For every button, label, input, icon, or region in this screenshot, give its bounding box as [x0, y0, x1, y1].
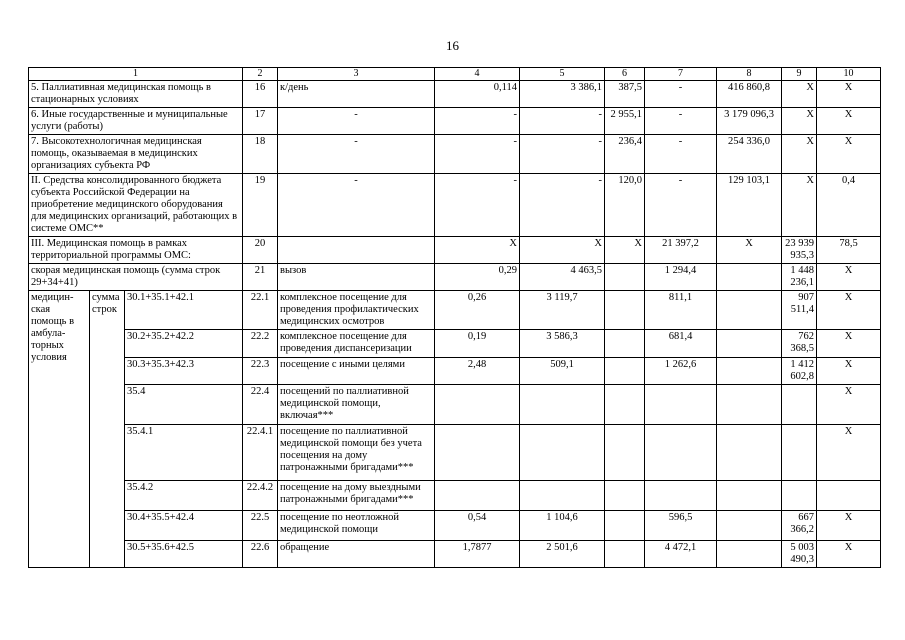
value-cell: X — [817, 541, 881, 568]
value-cell: X — [520, 237, 605, 264]
value-cell: X — [782, 81, 817, 108]
value-cell: X — [817, 291, 881, 330]
value-cell: - — [645, 135, 717, 174]
value-cell: - — [435, 174, 520, 237]
value-cell: 1,7877 — [435, 541, 520, 568]
formula-cell: 30.4+35.5+42.4 — [125, 511, 243, 541]
table-row — [29, 425, 881, 481]
header-cell: 3 — [278, 68, 435, 81]
formula-cell: 35.4 — [125, 385, 243, 425]
row-number-cell: 22.4 — [243, 385, 278, 425]
value-cell — [782, 385, 817, 425]
value-cell: 0,29 — [435, 264, 520, 291]
value-cell: 3 586,3 — [520, 330, 605, 358]
value-cell: - — [645, 81, 717, 108]
value-cell: X — [817, 81, 881, 108]
value-cell: 596,5 — [645, 511, 717, 541]
value-cell: 2 955,1 — [605, 108, 645, 135]
value-cell: 1 448 236,1 — [782, 264, 817, 291]
table-row — [29, 108, 881, 135]
formula-cell: 30.5+35.6+42.5 — [125, 541, 243, 568]
unit-cell: - — [278, 108, 435, 135]
value-cell: 416 860,8 — [717, 81, 782, 108]
header-cell: 1 — [29, 68, 243, 81]
value-cell — [605, 511, 645, 541]
value-cell: 120,0 — [605, 174, 645, 237]
value-cell — [782, 481, 817, 511]
table-row — [29, 330, 881, 358]
value-cell: X — [435, 237, 520, 264]
table-row — [29, 135, 881, 174]
header-row — [29, 68, 881, 81]
table-row — [29, 174, 881, 237]
value-cell — [645, 385, 717, 425]
value-cell: 907 511,4 — [782, 291, 817, 330]
value-cell: 254 336,0 — [717, 135, 782, 174]
value-cell: 4 472,1 — [645, 541, 717, 568]
row-number-cell: 22.2 — [243, 330, 278, 358]
value-cell: 129 103,1 — [717, 174, 782, 237]
value-cell: X — [782, 108, 817, 135]
value-cell: - — [520, 108, 605, 135]
value-cell — [520, 385, 605, 425]
unit-cell: - — [278, 174, 435, 237]
unit-cell: посещение с иными целями — [278, 358, 435, 385]
header-cell: 9 — [782, 68, 817, 81]
unit-cell: посещение по паллиативной медицинской помощи без учета посещения на дому патронажными бригадами*** — [278, 425, 435, 481]
value-cell: 2,48 — [435, 358, 520, 385]
value-cell: 0,26 — [435, 291, 520, 330]
value-cell — [435, 481, 520, 511]
value-cell: 681,4 — [645, 330, 717, 358]
row-name-cell: 7. Высокотехнологичная медицинская помощь, оказываемая в медицинских организациях субъекта РФ — [29, 135, 243, 174]
value-cell — [605, 541, 645, 568]
value-cell — [817, 481, 881, 511]
value-cell: 0,114 — [435, 81, 520, 108]
value-cell — [605, 425, 645, 481]
formula-cell: 30.1+35.1+42.1 — [125, 291, 243, 330]
row-name-cell: скорая медицинская помощь (сумма строк 29+34+41) — [29, 264, 243, 291]
value-cell — [605, 264, 645, 291]
row-number-cell: 19 — [243, 174, 278, 237]
table-row — [29, 81, 881, 108]
value-cell: - — [520, 174, 605, 237]
table-row — [29, 481, 881, 511]
header-cell: 6 — [605, 68, 645, 81]
value-cell: X — [605, 237, 645, 264]
value-cell — [435, 385, 520, 425]
header-cell: 5 — [520, 68, 605, 81]
value-cell — [520, 425, 605, 481]
formula-cell: 35.4.1 — [125, 425, 243, 481]
value-cell — [717, 385, 782, 425]
unit-cell: комплексное посещение для проведения диспансеризации — [278, 330, 435, 358]
value-cell: 23 939 935,3 — [782, 237, 817, 264]
row-number-cell: 22.4.2 — [243, 481, 278, 511]
value-cell: 0,19 — [435, 330, 520, 358]
unit-cell: к/день — [278, 81, 435, 108]
value-cell: 3 386,1 — [520, 81, 605, 108]
value-cell — [717, 358, 782, 385]
header-cell: 2 — [243, 68, 278, 81]
formula-cell: 30.2+35.2+42.2 — [125, 330, 243, 358]
value-cell — [717, 481, 782, 511]
value-cell: 78,5 — [817, 237, 881, 264]
value-cell: 1 104,6 — [520, 511, 605, 541]
value-cell: 2 501,6 — [520, 541, 605, 568]
row-number-cell: 22.4.1 — [243, 425, 278, 481]
row-number-cell: 20 — [243, 237, 278, 264]
value-cell: - — [645, 108, 717, 135]
header-cell: 8 — [717, 68, 782, 81]
row-number-cell: 22.6 — [243, 541, 278, 568]
row-name-cell: II. Средства консолидированного бюджета субъекта Российской Федерации на приобретение медицинского оборудования для медицинских организаций, работающих в системе ОМС** — [29, 174, 243, 237]
value-cell: X — [817, 425, 881, 481]
value-cell: 5 003 490,3 — [782, 541, 817, 568]
value-cell: - — [435, 108, 520, 135]
value-cell: 387,5 — [605, 81, 645, 108]
value-cell — [717, 541, 782, 568]
value-cell: 1 294,4 — [645, 264, 717, 291]
value-cell: X — [782, 135, 817, 174]
value-cell — [717, 291, 782, 330]
unit-cell: вызов — [278, 264, 435, 291]
value-cell: X — [782, 174, 817, 237]
value-cell: 21 397,2 — [645, 237, 717, 264]
row-name-cell: III. Медицинская помощь в рамках территориальной программы ОМС: — [29, 237, 243, 264]
value-cell — [717, 264, 782, 291]
table-row — [29, 541, 881, 568]
value-cell: X — [817, 135, 881, 174]
value-cell: 762 368,5 — [782, 330, 817, 358]
value-cell — [435, 425, 520, 481]
table-row — [29, 264, 881, 291]
table-row — [29, 385, 881, 425]
group-label-cell: медицин-ская помощь в амбула-торных условия — [29, 291, 90, 568]
header-cell: 7 — [645, 68, 717, 81]
table-row — [29, 511, 881, 541]
table-row — [29, 237, 881, 264]
unit-cell: - — [278, 135, 435, 174]
value-cell: X — [817, 511, 881, 541]
value-cell — [605, 481, 645, 511]
unit-cell: посещение по неотложной медицинской помощи — [278, 511, 435, 541]
header-cell: 4 — [435, 68, 520, 81]
value-cell: - — [520, 135, 605, 174]
value-cell: 1 262,6 — [645, 358, 717, 385]
table-row — [29, 358, 881, 385]
row-number-cell: 22.5 — [243, 511, 278, 541]
value-cell — [605, 385, 645, 425]
value-cell: 1 412 602,8 — [782, 358, 817, 385]
value-cell: 509,1 — [520, 358, 605, 385]
value-cell — [520, 481, 605, 511]
unit-cell — [278, 237, 435, 264]
value-cell: 0,54 — [435, 511, 520, 541]
value-cell: X — [717, 237, 782, 264]
value-cell: X — [817, 108, 881, 135]
group-sublabel-cell: сумма строк — [90, 291, 125, 568]
value-cell — [717, 425, 782, 481]
unit-cell: посещений по паллиативной медицинской помощи, включая*** — [278, 385, 435, 425]
row-number-cell: 18 — [243, 135, 278, 174]
value-cell: 236,4 — [605, 135, 645, 174]
formula-cell: 35.4.2 — [125, 481, 243, 511]
unit-cell: комплексное посещение для проведения профилактических медицинских осмотров — [278, 291, 435, 330]
value-cell — [605, 358, 645, 385]
formula-cell: 30.3+35.3+42.3 — [125, 358, 243, 385]
row-number-cell: 21 — [243, 264, 278, 291]
row-number-cell: 16 — [243, 81, 278, 108]
value-cell — [717, 511, 782, 541]
value-cell: 667 366,2 — [782, 511, 817, 541]
value-cell: X — [817, 358, 881, 385]
value-cell: - — [645, 174, 717, 237]
value-cell — [605, 291, 645, 330]
row-number-cell: 22.1 — [243, 291, 278, 330]
value-cell: X — [817, 330, 881, 358]
table-row — [29, 291, 881, 330]
row-number-cell: 17 — [243, 108, 278, 135]
value-cell: 0,4 — [817, 174, 881, 237]
page-number: 16 — [446, 38, 459, 53]
value-cell — [645, 425, 717, 481]
value-cell: 3 119,7 — [520, 291, 605, 330]
value-cell: - — [435, 135, 520, 174]
unit-cell: посещение на дому выездными патронажными бригадами*** — [278, 481, 435, 511]
value-cell — [605, 330, 645, 358]
value-cell: X — [817, 385, 881, 425]
row-number-cell: 22.3 — [243, 358, 278, 385]
header-cell: 10 — [817, 68, 881, 81]
value-cell — [717, 330, 782, 358]
row-name-cell: 6. Иные государственные и муниципальные услуги (работы) — [29, 108, 243, 135]
row-name-cell: 5. Паллиативная медицинская помощь в стационарных условиях — [29, 81, 243, 108]
value-cell: 4 463,5 — [520, 264, 605, 291]
value-cell: X — [817, 264, 881, 291]
value-cell: 811,1 — [645, 291, 717, 330]
unit-cell: обращение — [278, 541, 435, 568]
value-cell — [782, 425, 817, 481]
value-cell — [645, 481, 717, 511]
value-cell: 3 179 096,3 — [717, 108, 782, 135]
data-table — [28, 67, 881, 568]
